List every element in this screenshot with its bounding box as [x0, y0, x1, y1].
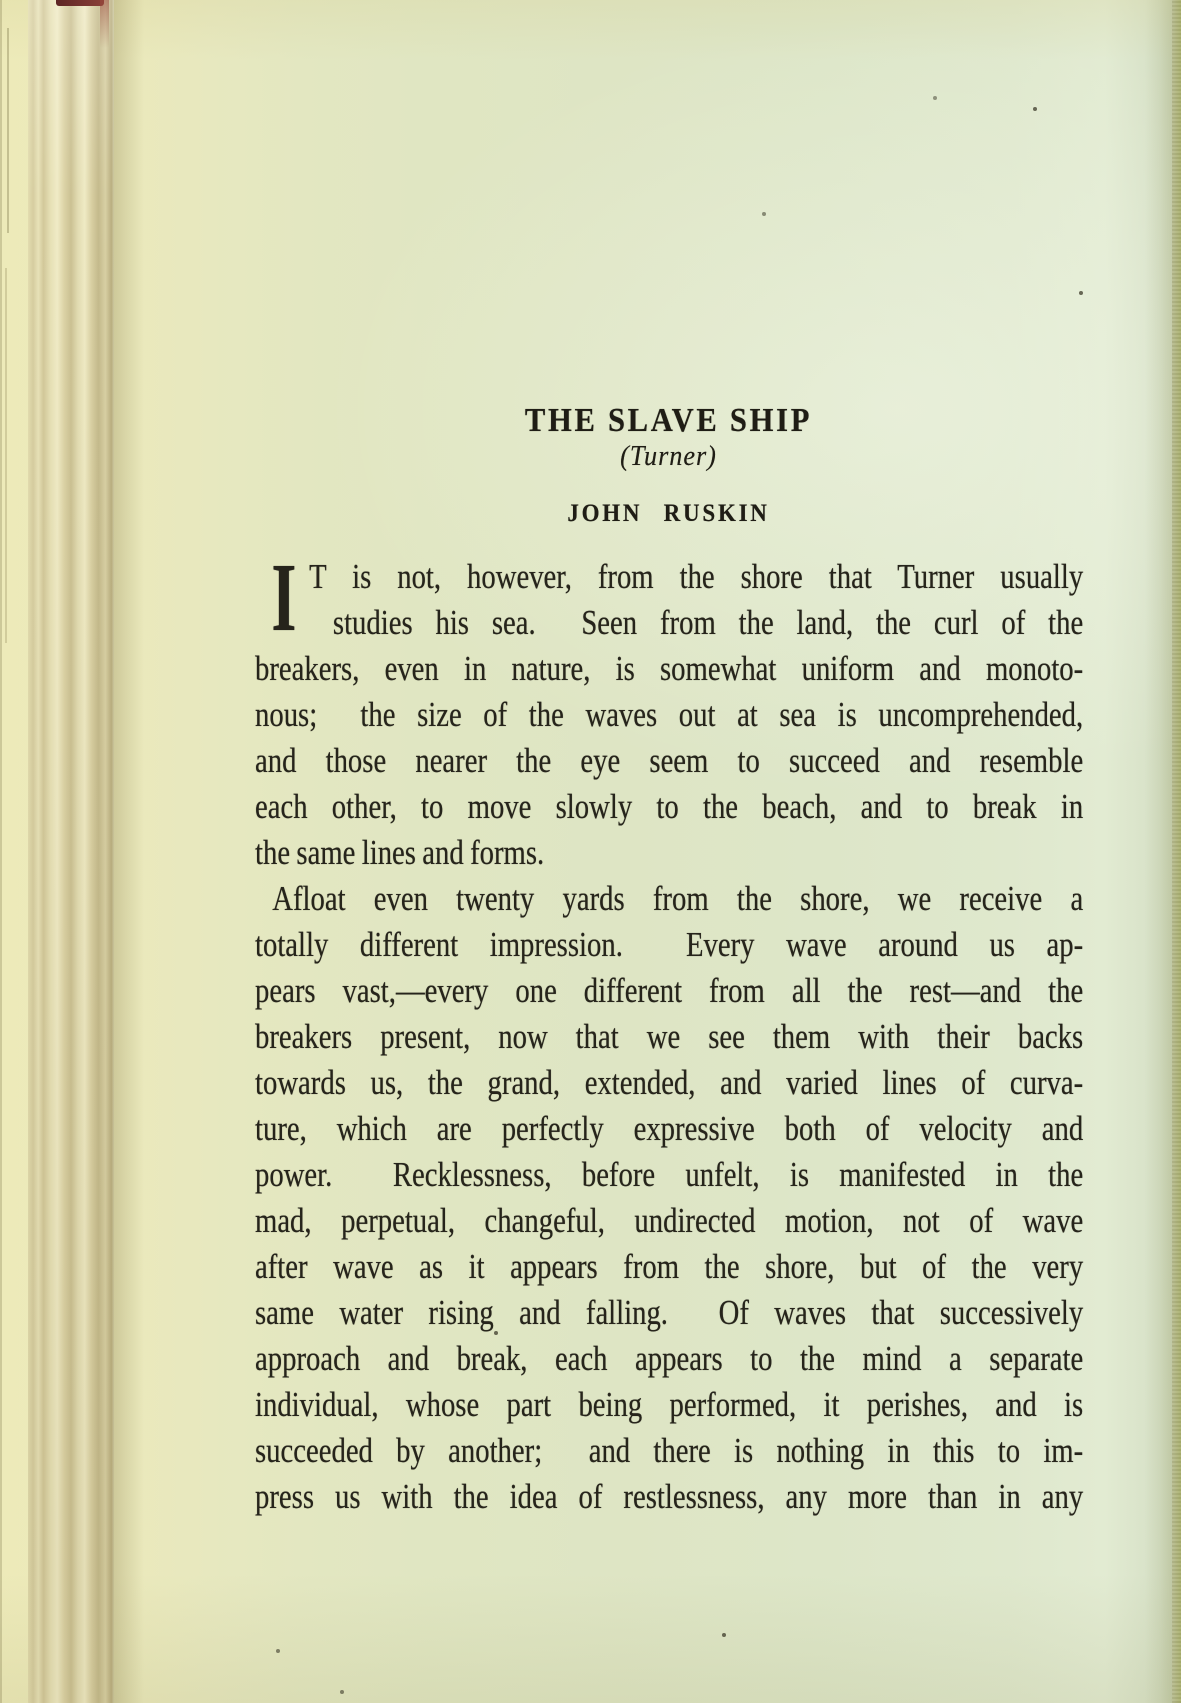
page-heading — [255, 403, 1082, 527]
paragraph — [255, 876, 1083, 1520]
attribution: (Turner) — [620, 441, 717, 472]
body-text — [255, 544, 1084, 1520]
scan-speck — [722, 1633, 726, 1637]
text-line: ture, which are perfectly expressive both of velocity and — [255, 1109, 1084, 1148]
text-line: Afloat even twenty yards from the shore, we receive a — [272, 879, 1084, 918]
page-edge-line — [5, 268, 7, 643]
text-line: towards us, the grand, extended, and varied lines of curva- — [255, 1063, 1084, 1102]
left-edge-line — [0, 0, 2, 1703]
page-right-edge — [1172, 0, 1181, 1703]
gutter-shadow — [114, 0, 144, 1703]
text-line: each other, to move slowly to the beach, and to break in — [255, 787, 1084, 826]
drop-cap: I — [271, 544, 297, 652]
text-line: approach and break, each appears to the mind a separate — [255, 1339, 1084, 1378]
text-line: and those nearer the eye seem to succeed and resemble — [255, 741, 1084, 780]
text-line: totally different impression. Every wave around us ap- — [255, 925, 1084, 964]
text-line: breakers, even in nature, is somewhat uniform and monoto- — [255, 649, 1084, 688]
author-name: JOHN RUSKIN — [567, 500, 770, 527]
page-title: THE SLAVE SHIP — [524, 402, 813, 439]
scan-speck — [1079, 291, 1083, 295]
scan-speck — [276, 1649, 280, 1653]
scan-speck — [933, 96, 937, 100]
scan-speck — [762, 212, 766, 216]
text-line: press us with the idea of restlessness, any more than in any — [255, 1477, 1084, 1516]
text-line: mad, perpetual, changeful, undirected motion, not of wave — [255, 1201, 1084, 1240]
text-line: power. Recklessness, before unfelt, is manifested in the — [255, 1155, 1084, 1194]
text-line: T is not, however, from the shore that Turner usually — [309, 557, 1084, 596]
scan-speck — [1033, 107, 1037, 111]
text-line: same water rising and falling. Of waves that successively — [255, 1293, 1084, 1332]
text-line: succeeded by another; and there is nothing in this to im- — [255, 1431, 1084, 1470]
right-edge-fade — [1145, 0, 1173, 1703]
text-line: individual, whose part being performed, it perishes, and is — [255, 1385, 1084, 1424]
text-line: after wave as it appears from the shore, but of the very — [255, 1247, 1084, 1286]
text-line: nous; the size of the waves out at sea is uncomprehended, — [255, 695, 1084, 734]
text-line: breakers present, now that we see them with their backs — [255, 1017, 1084, 1056]
book-page-edges — [28, 0, 114, 1703]
scan-speck — [340, 1690, 344, 1694]
page-edge-line — [7, 28, 9, 233]
book-cover-bleed — [100, 0, 109, 48]
text-line: studies his sea. Seen from the land, the curl of the — [332, 603, 1084, 642]
book-cover-glimpse — [56, 0, 104, 6]
text-line: the same lines and forms. — [255, 833, 545, 872]
text-line: pears vast,—every one different from all the rest—and the — [255, 971, 1084, 1010]
paragraph — [255, 544, 1084, 876]
